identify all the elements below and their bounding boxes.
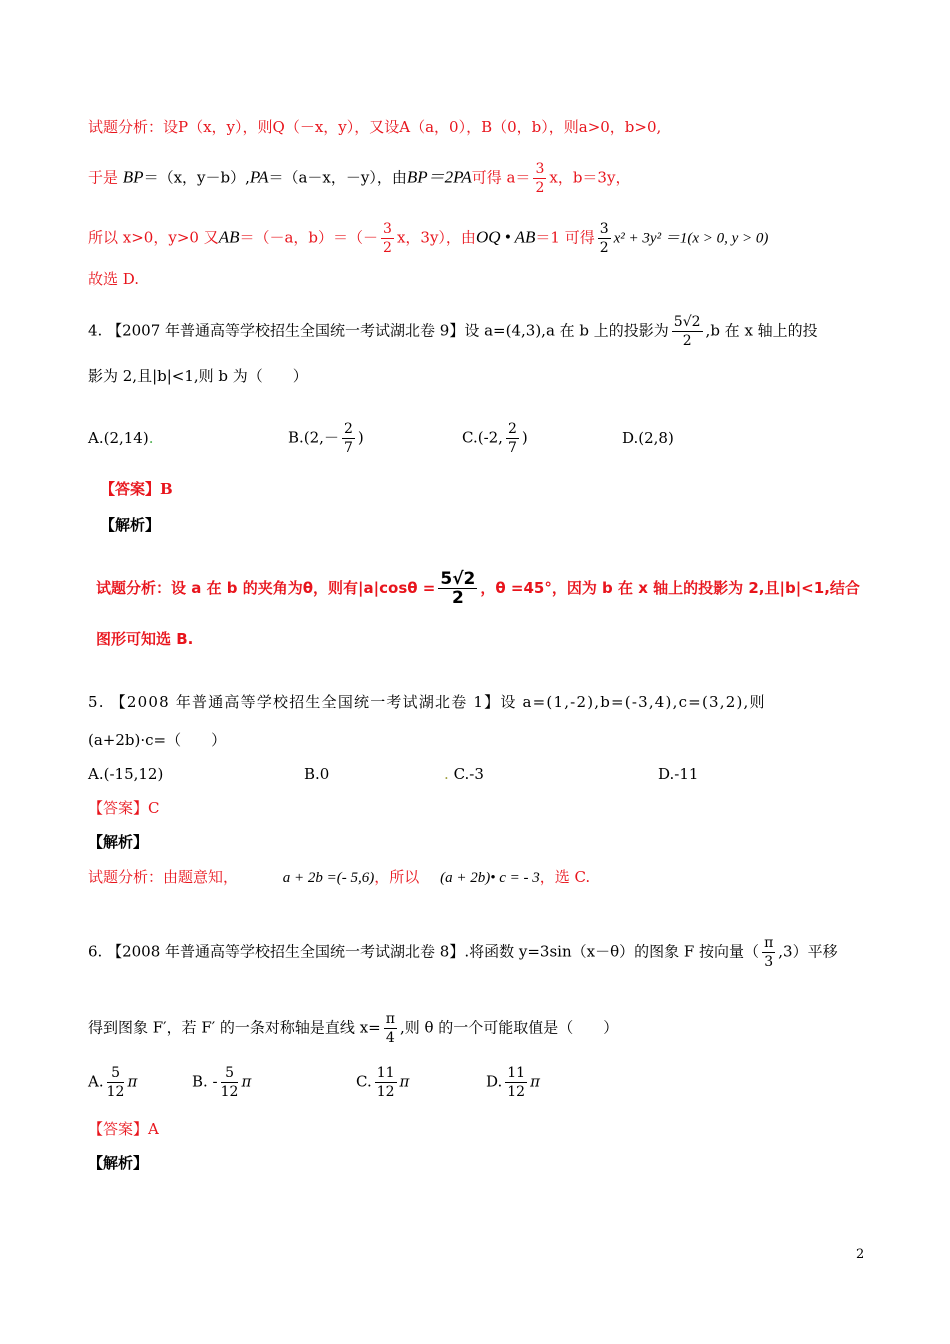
q6-option-b-fraction — [221, 1064, 239, 1101]
frac-num: π — [764, 935, 774, 951]
q4-answer: 【答案】B — [100, 480, 173, 498]
q5-option-b: B.0 — [304, 765, 330, 783]
prev-solution-line3 — [88, 220, 768, 257]
frac-num: 5 — [221, 1064, 239, 1083]
q6-analysis-label: 【解析】 — [88, 1154, 149, 1172]
prev-solution-line4: 故选 D. — [88, 270, 140, 288]
q6-option-a — [88, 1064, 137, 1101]
q4-analysis-text-b: ，θ =45°，因为 b 在 x 轴上的投影为 2,且|b|<1,结合 — [480, 579, 860, 597]
prev-line2-text-a: 于是 — [88, 168, 119, 187]
q4-option-a — [88, 427, 153, 449]
q6-option-a-suffix: π — [127, 1072, 138, 1091]
q5-analysis-label: 【解析】 — [88, 833, 149, 851]
q6-option-d-fraction — [505, 1064, 527, 1101]
q4-analysis-line1 — [96, 570, 860, 607]
q6-option-d-suffix: π — [530, 1072, 540, 1091]
frac-num: 5√2 — [673, 314, 701, 330]
q6-option-b-suffix: π — [241, 1072, 252, 1091]
frac-num: 11 — [376, 1065, 395, 1081]
q5-stem-line1: 5. 【2008 年普通高等学校招生全国统一考试湖北卷 1】设 a=(1,-2),b=(-3,4),c=(3,2),则 — [88, 693, 766, 711]
q5-analysis-equation2: (a + 2b)• c = - 3 — [440, 870, 540, 886]
q6-stem-line2-text-b: ,则 θ 的一个可能取值是（ ） — [399, 1018, 619, 1037]
q5-option-c-label: C.-3 — [453, 765, 484, 783]
q6-answer: 【答案】A — [88, 1120, 159, 1138]
frac-den: 12 — [507, 1084, 526, 1100]
prev-line2-text-b: ＝（x，y－b）, — [143, 168, 250, 187]
frac-num: 5 — [107, 1064, 125, 1083]
prev-line2-text-c: ＝（a－x，－y），由 — [268, 168, 407, 187]
q5-option-a: A.(-15,12) — [88, 765, 164, 783]
frac-den: 12 — [106, 1084, 125, 1100]
q6-stem-line2 — [88, 1010, 618, 1047]
q6-stem-line2-fraction — [384, 1010, 397, 1047]
vector-bp: BP — [122, 167, 144, 187]
q4-option-a-label: A.(2,14) — [88, 429, 149, 447]
q5-option-c — [444, 763, 484, 785]
q6-option-a-fraction — [107, 1064, 125, 1101]
frac-den: 2 — [451, 588, 464, 608]
q6-option-b-label: B. - — [192, 1072, 218, 1091]
olive-dot-mark: . — [444, 765, 449, 783]
q4-option-b — [288, 420, 364, 457]
frac-den: 7 — [343, 440, 353, 456]
q4-stem-text-a: 4. 【2007 年普通高等学校招生全国统一考试湖北卷 9】设 a=(4,3),a 在 b 上的投影为 — [88, 321, 669, 340]
prev-line3-text-b: ＝（－a，b）＝（－ — [239, 228, 379, 247]
q5-analysis-equation1: a + 2b =(- 5,6) — [282, 870, 375, 886]
q4-stem-fraction — [672, 313, 703, 350]
q4-stem-text-b: ,b 在 x 轴上的投 — [705, 321, 818, 340]
frac-den: 12 — [220, 1084, 239, 1100]
frac-num: 11 — [507, 1065, 526, 1081]
q4-analysis-text-a: 试题分析：设 a 在 b 的夹角为θ，则有|a|cosθ = — [96, 579, 436, 597]
q5-analysis-line — [88, 866, 590, 889]
q6-stem-vector-fraction — [762, 934, 775, 971]
q4-analysis-line2: 图形可知选 B. — [96, 630, 194, 648]
fraction-three-halves — [533, 160, 546, 197]
prev-line3-text-d: ＝1 可得 — [535, 228, 595, 247]
prev-solution-line1: 试题分析：设P（x，y），则Q（－x，y），又设A（a，0），B（0，b），则a>0，b>0, — [88, 118, 662, 136]
fraction-three-halves-3 — [598, 220, 611, 257]
q6-option-c — [356, 1064, 409, 1101]
q6-option-c-label: C. — [356, 1072, 372, 1091]
prev-line2-text-d: 可得 a＝ — [471, 168, 531, 187]
frac-den: 2 — [383, 240, 392, 256]
equation-oq-ab: OQ • AB — [475, 227, 536, 247]
frac-num: 2 — [507, 421, 517, 437]
fraction-three-halves-2 — [381, 220, 394, 257]
frac-num: 3 — [535, 161, 545, 177]
q6-stem-line2-text-a: 得到图象 F′，若 F′ 的一条对称轴是直线 x= — [88, 1018, 381, 1037]
q6-option-d — [486, 1064, 540, 1101]
frac-num: 3 — [383, 221, 392, 237]
vector-pa: PA — [249, 167, 269, 187]
q4-stem-line2: 影为 2,且|b|<1,则 b 为（ ） — [88, 367, 308, 385]
q6-option-d-label: D. — [486, 1072, 503, 1091]
q4-option-b-fraction — [342, 420, 355, 457]
q5-analysis-text-b: ，所以 — [374, 868, 420, 886]
q6-stem-line1 — [88, 934, 838, 971]
prev-line2-text-e: x，b＝3y， — [549, 168, 631, 187]
frac-den: 2 — [535, 180, 545, 196]
q4-option-c — [462, 420, 528, 457]
frac-den: 12 — [376, 1084, 395, 1100]
q5-stem-line2: (a+2b)·c=（ ） — [88, 731, 227, 749]
q4-option-b-suffix: ) — [357, 428, 364, 447]
green-dot-mark: . — [148, 429, 154, 447]
q4-analysis-fraction — [438, 570, 477, 607]
q4-analysis-label: 【解析】 — [100, 516, 161, 534]
q6-stem-text-b: ,3）平移 — [778, 942, 838, 961]
page-number: 2 — [856, 1247, 865, 1262]
q4-option-d: D.(2,8) — [622, 429, 674, 447]
frac-num: π — [385, 1011, 395, 1027]
prev-line3-text-c: x，3y），由 — [396, 228, 476, 247]
ellipse-equation: x² + 3y² ＝1(x > 0, y > 0) — [613, 230, 769, 247]
q6-option-a-label: A. — [88, 1072, 104, 1091]
frac-den: 2 — [599, 240, 609, 256]
frac-den: 3 — [764, 954, 774, 970]
q6-option-c-fraction — [375, 1064, 397, 1101]
q4-option-c-suffix: ) — [521, 428, 528, 447]
q5-analysis-text-a: 试题分析：由题意知， — [88, 868, 239, 886]
q4-stem-line1 — [88, 313, 818, 350]
frac-num: 5√2 — [440, 569, 476, 589]
q5-answer: 【答案】C — [88, 799, 160, 817]
q4-option-c-fraction — [506, 420, 519, 457]
frac-num: 2 — [343, 421, 353, 437]
frac-den: 4 — [385, 1030, 395, 1046]
q5-option-d: D.-11 — [658, 765, 699, 783]
q6-stem-text-a: 6. 【2008 年普通高等学校招生全国统一考试湖北卷 8】.将函数 y=3sin（x－θ）的图象 F 按向量（ — [88, 942, 760, 961]
equation-bp-2pa: BP＝2PA — [406, 167, 472, 187]
q4-option-c-label: C.(-2, — [462, 428, 503, 447]
q6-option-c-suffix: π — [399, 1072, 410, 1091]
vector-ab: AB — [218, 227, 240, 247]
frac-den: 7 — [507, 440, 517, 456]
q6-option-b — [192, 1064, 251, 1101]
q4-option-b-label: B.(2,－ — [288, 428, 339, 447]
q5-analysis-text-c: ，选 C. — [539, 868, 591, 886]
prev-line3-text-a: 所以 x>0，y>0 又 — [88, 228, 219, 247]
frac-den: 2 — [682, 333, 692, 349]
frac-num: 3 — [599, 221, 609, 237]
prev-solution-line2 — [88, 160, 630, 197]
